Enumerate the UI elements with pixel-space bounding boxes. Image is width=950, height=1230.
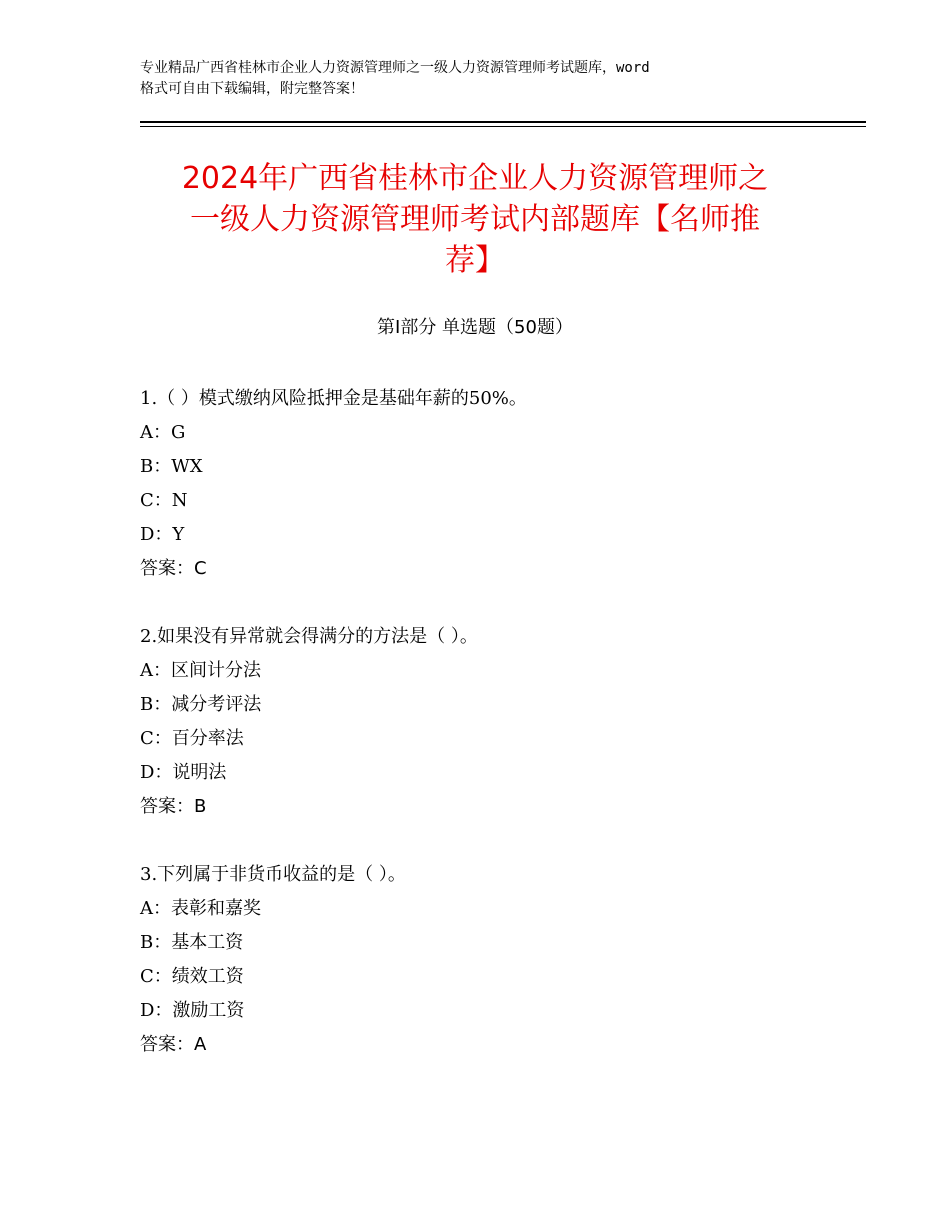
question-1 — [140, 382, 840, 586]
question-2 — [140, 620, 840, 824]
section-title: 第Ⅰ部分 单选题（50题） — [377, 317, 573, 338]
header-note — [140, 58, 840, 100]
answer: 答案：C — [140, 558, 207, 579]
option-b: B：基本工资 — [140, 932, 244, 953]
question-stem: 1.（ ）模式缴纳风险抵押金是基础年薪的50%。 — [140, 388, 527, 409]
document-title-line-2: 一级人力资源管理师考试内部题库【名师推 — [190, 202, 760, 237]
option-c: C：绩效工资 — [140, 966, 244, 987]
header-note-line-2: 格式可自由下载编辑，附完整答案！ — [140, 81, 364, 97]
option-a: A：G — [140, 422, 186, 443]
question-stem: 3.下列属于非货币收益的是（ ）。 — [140, 864, 406, 885]
option-c: C：百分率法 — [140, 728, 244, 749]
document-title — [140, 158, 810, 281]
answer: 答案：B — [140, 796, 207, 817]
header-note-line-1: 专业精品广西省桂林市企业人力资源管理师之一级人力资源管理师考试题库，word — [140, 60, 650, 76]
option-a: A：表彰和嘉奖 — [140, 898, 261, 919]
header-rule-thick — [140, 121, 866, 123]
option-d: D：Y — [140, 524, 185, 545]
option-c: C：N — [140, 490, 188, 511]
header-rule-thin — [140, 126, 866, 127]
answer: 答案：A — [140, 1034, 207, 1055]
document-title-line-1: 2024年广西省桂林市企业人力资源管理师之 — [181, 161, 769, 196]
document-title-line-3: 荐】 — [445, 243, 505, 278]
option-a: A：区间计分法 — [140, 660, 261, 681]
option-b: B：WX — [140, 456, 203, 477]
question-3 — [140, 858, 840, 1062]
option-d: D：说明法 — [140, 762, 227, 783]
question-spacer — [140, 586, 840, 620]
option-b: B：减分考评法 — [140, 694, 262, 715]
question-stem: 2.如果没有异常就会得满分的方法是（ ）。 — [140, 626, 478, 647]
question-spacer — [140, 824, 840, 858]
option-d: D：激励工资 — [140, 1000, 245, 1021]
question-list — [140, 382, 840, 1062]
